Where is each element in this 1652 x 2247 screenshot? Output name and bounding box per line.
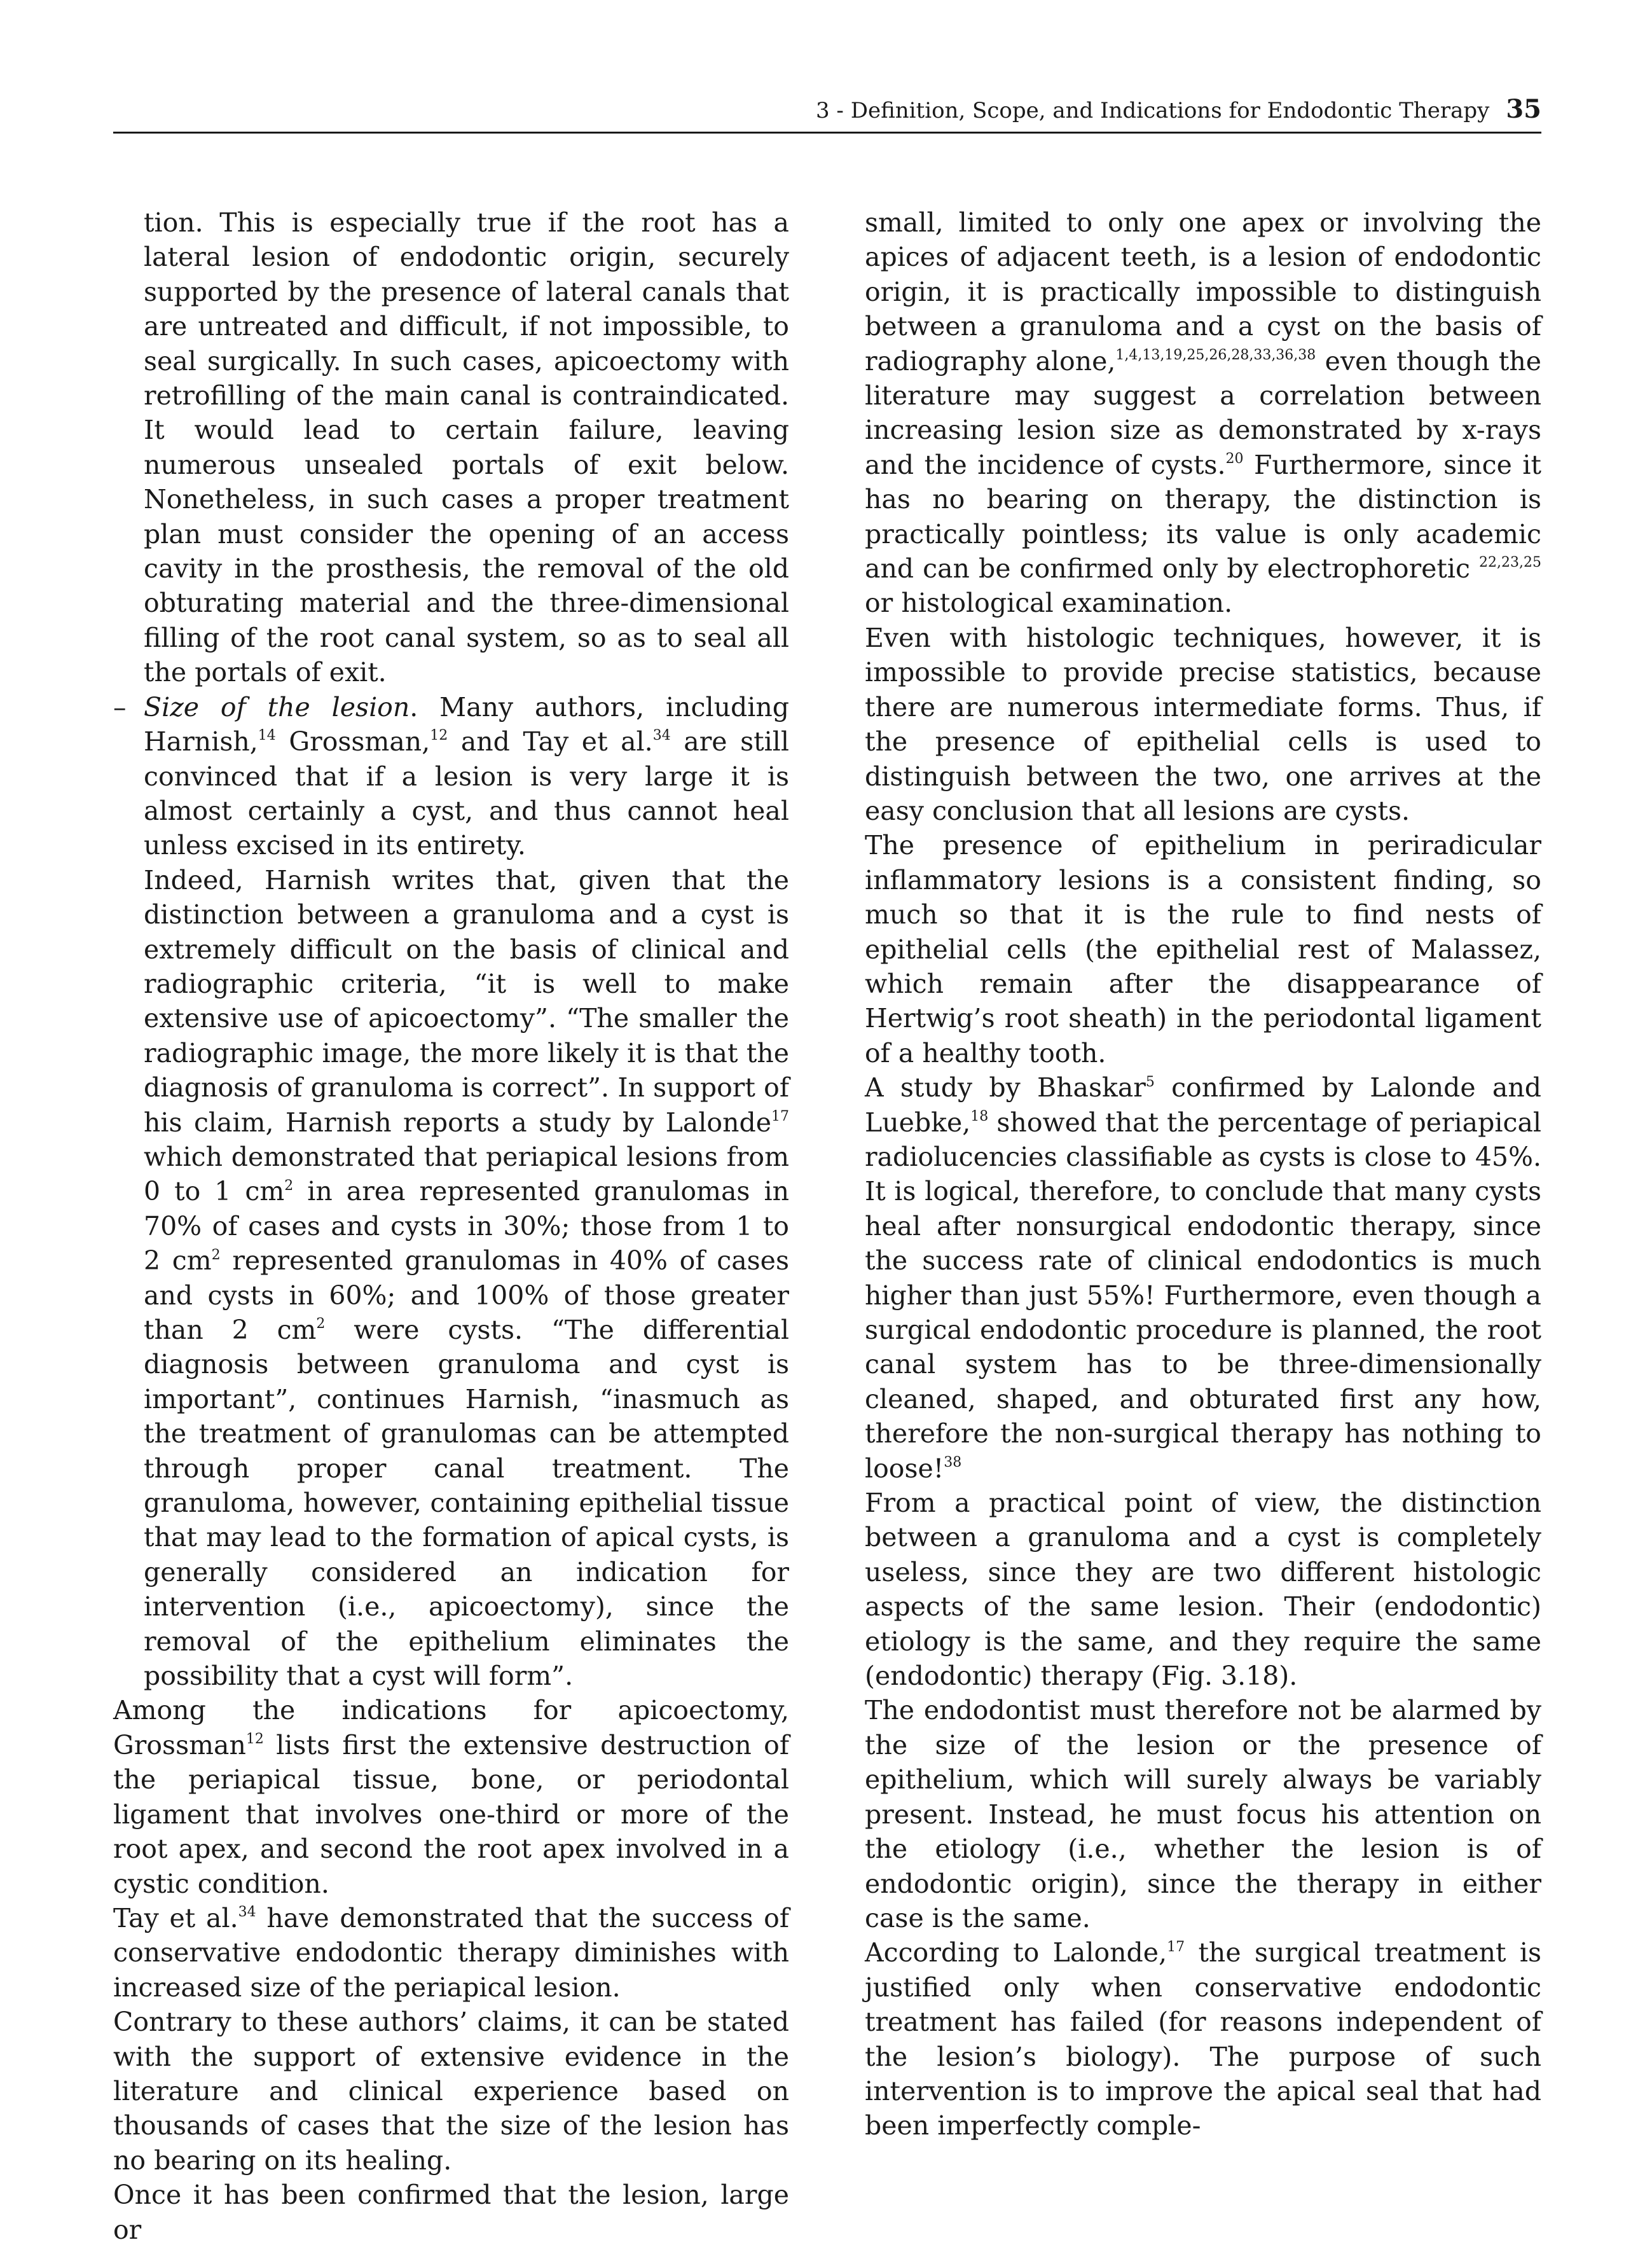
list-item-size-of-lesion: – Size of the lesion. Many authors, including Harnish,$^{14}$ Grossman,$^{12}$ and Tay et al.$^{34}$ are still convinced that if a lesion is very large it is almost certainly a cyst, and thus cannot heal unless excised in its entirety. — [113, 690, 789, 863]
paragraph-grossman: Among the indications for apicoectomy, Grossman$^{12}$ lists first the extensive destruction of the periapical tissue, bone, or periodontal ligament that involves one-third or more of the root apex, and second the root apex involved in a cystic condition. — [113, 1695, 789, 1899]
paragraph-continuation: tion. This is especially true if the root has a lateral lesion of endodontic origin, securely supported by the presence of lateral canals that are untreated and difficult, if not impossible, to seal surgically. In such cases, apicoectomy with retrofilling of the main canal is contraindicated. It would lead to certain failure, leaving numerous unsealed portals of exit below. Nonetheless, in such cases a proper treatment plan must consider the opening of an access cavity in the prosthesis, the removal of the old obturating material and the three-dimensional filling of the root canal system, so as to seal all the portals of exit. — [144, 207, 789, 688]
chapter-title: 3 - Definition, Scope, and Indications for Endodontic Therapy — [815, 98, 1490, 123]
running-head — [113, 90, 1541, 130]
paragraph-lalonde: According to Lalonde,$^{17}$ the surgical treatment is justified only when conservative endodontic treatment has failed (for reasons independent of the lesion’s biology). The purpose of such intervention is to improve the apical seal that had been imperfectly comple- — [865, 1937, 1542, 2141]
paragraph-tay: Tay et al.$^{34}$ have demonstrated that the success of conservative endodontic therapy diminishes with increased size of the periapical lesion. — [113, 1902, 789, 2003]
header-rule — [113, 132, 1541, 134]
paragraph-histologic: Even with histologic techniques, however, it is impossible to provide precise statistics, because there are numerous intermediate forms. Thus, if the presence of epithelial cells is used to distinguish between the two, one arrives at the easy conclusion that all lesions are cysts. — [865, 622, 1541, 826]
paragraph-small-lesion: small, limited to only one apex or involving the apices of adjacent teeth, is a lesion of endodontic origin, it is practically impossible to distinguish between a granuloma and a cyst on the basis of radiography alone,$^{1,4,13,19,25,26,28,33,36,38}$ even though the literature may suggest a correlation between increasing lesion size as demonstrated by x-rays and the incidence of cysts.$^{20}$ Furthermore, since it has no bearing on therapy, the distinction is practically pointless; its value is only academic and can be confirmed only by electrophoretic $^{22,23,25}$ or histological examination. — [865, 207, 1541, 619]
left-column — [113, 205, 789, 2247]
paragraph-practical: From a practical point of view, the distinction between a granuloma and a cyst is completely useless, since they are two different histologic aspects of the same lesion. Their (endodontic) etiology is the same, and they require the same (endodontic) therapy (Fig. 3.18). — [865, 1488, 1541, 1692]
paragraph-endodontist: The endodontist must therefore not be alarmed by the size of the lesion or the presence of epithelium, which will surely always be variably present. Instead, he must focus his attention on the etiology (i.e., whether the lesion is of endodontic origin), since the therapy in either case is the same. — [865, 1695, 1541, 1933]
right-column — [865, 205, 1541, 2143]
paragraph-contrary: Contrary to these authors’ claims, it can be stated with the support of extensive evidence in the literature and clinical experience based on thousands of cases that the size of the lesion has no bearing on its healing. — [113, 2007, 789, 2176]
list-term: Size of the lesion — [144, 691, 410, 722]
paragraph-bhaskar: A study by Bhaskar$^5$ confirmed by Lalonde and Luebke,$^{18}$ showed that the percentage of periapical radiolucencies classifiable as cysts is close to 45%. It is logical, therefore, to conclude that many cysts heal after nonsurgical endodontic therapy, since the success rate of clinical endodontics is much higher than just 55%! Furthermore, even though a surgical endodontic procedure is planned, the root canal system has to be three-dimensionally cleaned, shaped, and obturated first any how, therefore the non-surgical therapy has nothing to loose!$^{38}$ — [865, 1072, 1541, 1484]
paragraph-once: Once it has been confirmed that the lesion, large or — [113, 2180, 789, 2245]
dash-bullet: – — [113, 691, 127, 722]
paragraph-epithelium: The presence of epithelium in periradicular inflammatory lesions is a consistent finding, so much so that it is the rule to find nests of epithelial cells (the epithelial rest of Malassez, which remain after the disappearance of Hertwig’s root sheath) in the periodontal ligament of a healthy tooth. — [865, 830, 1541, 1068]
page-number: 35 — [1506, 94, 1541, 124]
paragraph-harnish: Indeed, Harnish writes that, given that the distinction between a granuloma and a cyst is extremely difficult on the basis of clinical and radiographic criteria, “it is well to make extensive use of apicoectomy”. “The smaller the radiographic image, the more likely it is that the diagnosis of granuloma is correct”. In support of his claim, Harnish reports a study by Lalonde$^{17}$ which demonstrated that periapical lesions from 0 to 1 $cm^2$ in area represented granulomas in 70% of cases and cysts in 30%; those from 1 to 2 $cm^2$ represented granulomas in 40% of cases and cysts in 60%; and 100% of those greater than 2 $cm^2$ were cysts. “The differential diagnosis between granuloma and cyst is important”, continues Harnish, “inasmuch as the treatment of granulomas can be attempted through proper canal treatment. The granuloma, however, containing epithelial tissue that may lead to the formation of apical cysts, is generally considered an indication for intervention (i.e., apicoectomy), since the removal of the epithelium eliminates the possibility that a cyst will form”. — [144, 864, 789, 1692]
